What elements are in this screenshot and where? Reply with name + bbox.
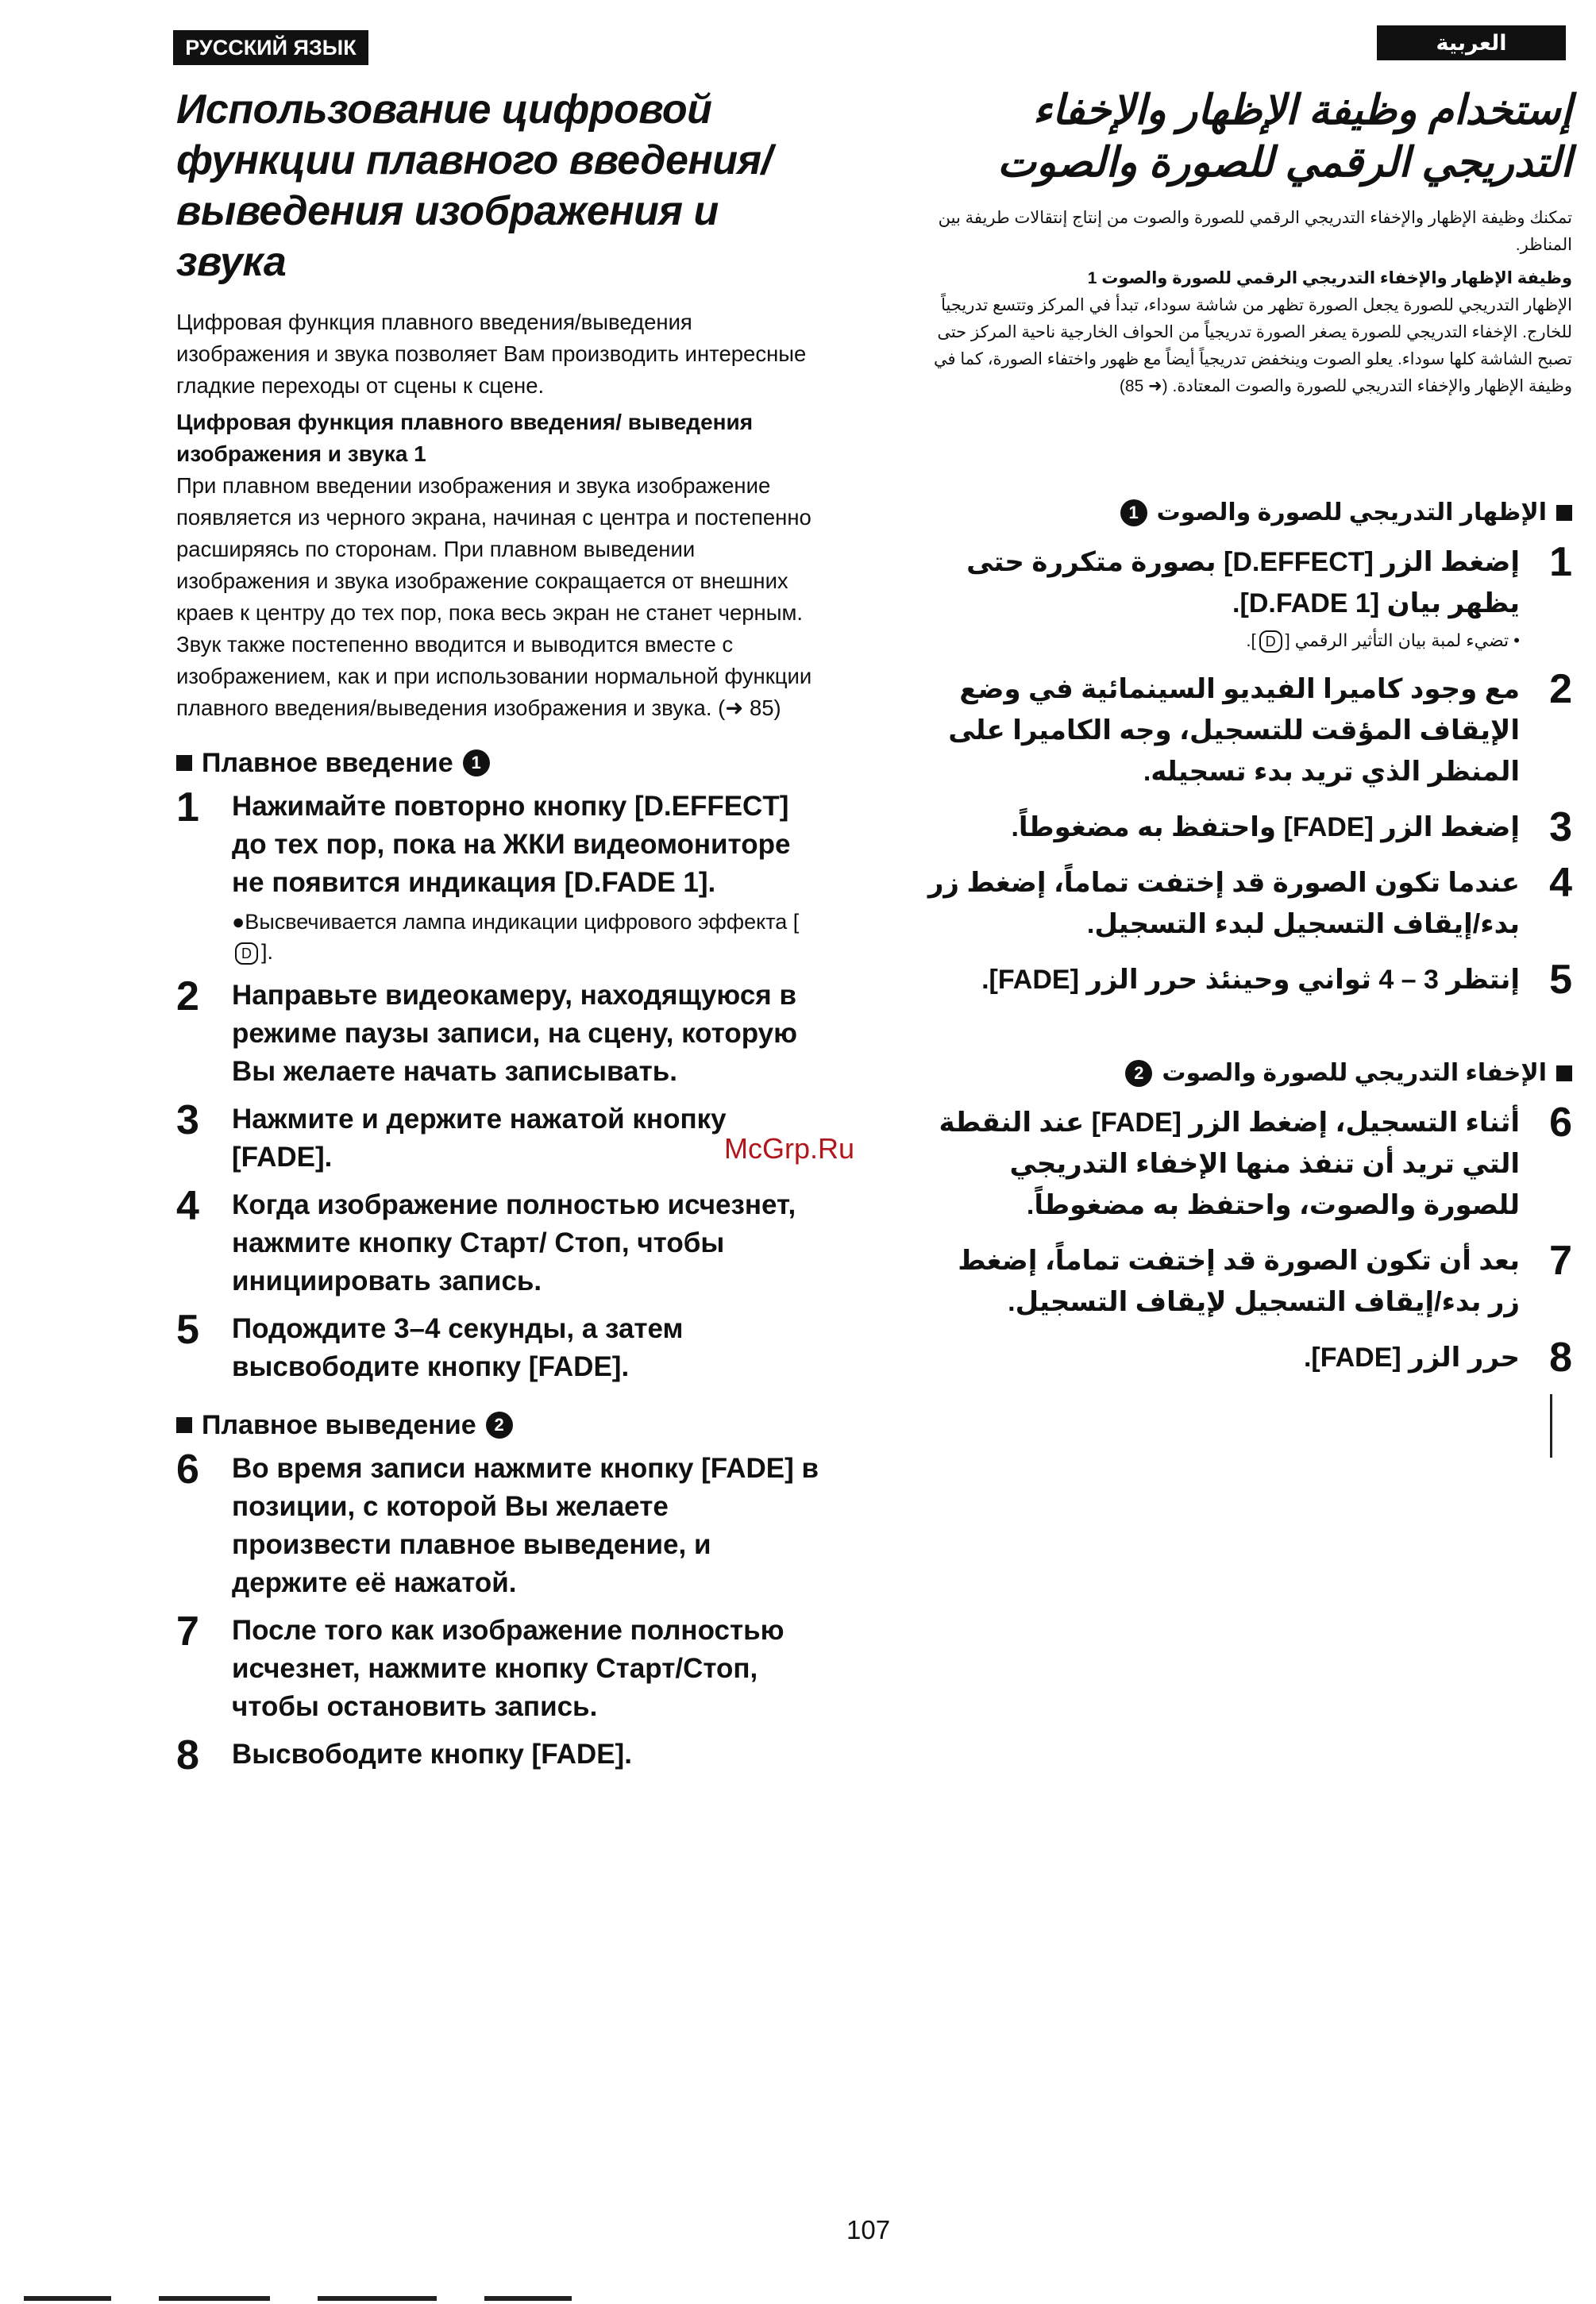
note-text-start: • تضيء لمبة بيان التأثير الرقمي [ [1285,630,1520,650]
step-text: Нажимайте повторно кнопку [D.EFFECT] до тех пор, пока на ЖКИ видеомониторе не появится индикация [D.FADE 1]. [232,791,791,898]
ru-step-1-note [232,907,827,967]
note-text-end: ]. [261,940,274,964]
circled-number-icon: 1 [463,749,490,776]
ar-description: الإظهار التدريجي للصورة يجعل الصورة تظهر من شاشة سوداء، تبدأ في المركز وتتسع تدريجياً للخارج. الإخفاء التدريجي للصورة يصغر الصورة تدريجياً من الحواف الخارجية ناحية المركز حتى تصبح الشاشة كلها سوداء. يعلو الصوت وينخفض تدريجياً أيضاً مع ظهور واختفاء الصورة، كما في وظيفة الإظهار والإخفاء التدريجي للصورة والصوت المعتادة. (➜ 85) [933,296,1572,395]
ru-section-fade-in [176,745,827,781]
ru-section-fade-out-title: Плавное выведение [202,1410,476,1440]
language-tab-russian: РУССКИЙ ЯЗЫК [173,30,368,65]
digital-effect-icon: D [1259,630,1282,653]
step-text: مع وجود كاميرا الفيديو السينمائية في وضع الإيقاف المؤقت للتسجيل، وجه الكاميرا على المنظر الذي تريد بدء تسجيله. [948,674,1520,787]
step-text: إنتظر 3 – 4 ثواني وحينئذ حرر الزر [FADE]. [981,965,1520,995]
step-text: عندما تكون الصورة قد إختفت تماماً، إضغط زر بدء/إيقاف التسجيل لبدء التسجيل. [927,868,1520,939]
scan-edge-mark [484,2296,572,2301]
step-number: 2 [1549,666,1572,712]
square-bullet-icon [1556,505,1572,521]
step-text: إضغط الزر [D.EFFECT] بصورة متكررة حتى يظهر بيان [D.FADE 1]. [966,547,1520,618]
note-text-start: ●Высвечивается лампа индикации цифрового эффекта [ [232,910,800,934]
note-text-end: ]. [1246,630,1256,650]
ar-page-title: إستخدام وظيفة الإظهار والإخفاء التدريجي الرقمي للصورة والصوت [997,87,1572,186]
step-text: حرر الزر [FADE]. [1303,1343,1520,1373]
ru-page-title: Использование цифровой функции плавного введения/выведения изображения и звука [176,87,773,285]
scan-edge-mark [318,2296,437,2301]
step-number: 3 [1549,804,1572,850]
square-bullet-icon [176,1417,192,1433]
step-text: Направьте видеокамеру, находящуюся в режиме паузы записи, на сцену, которую Вы желаете начать записывать. [232,980,797,1087]
ar-section-fade-in-title: الإظهار التدريجي للصورة والصوت [1156,499,1547,526]
russian-column [176,84,827,1785]
ar-step-3 [921,804,1572,850]
scan-edge-mark [1550,1394,1552,1458]
ar-section-fade-out-title: الإخفاء التدريجي للصورة والصوت [1162,1060,1547,1086]
ru-description: При плавном введении изображения и звука изображение появляется из черного экрана, начиная с центра и постепенно расширяясь по сторонам. При плавном выведении изображения и звука изображение сокращается от внешних краев к центру до тех пор, пока весь экран не станет черным. Звук также постепенно вводится и выводится вместе с изображением, как и при использовании нормальной функции плавного введения/выведения изображения и звука. (➜ 85) [176,473,812,720]
step-text: أثناء التسجيل، إضغط الزر [FADE] عند النقطة التي تريد أن تنفذ منها الإخفاء التدريجي للصورة والصوت، واحتفظ به مضغوطاً. [939,1108,1520,1220]
step-number: 1 [176,784,199,830]
step-text: إضغط الزر [FADE] واحتفظ به مضغوطاً. [1011,812,1520,842]
step-number: 6 [1549,1100,1572,1146]
ar-step-4 [921,862,1572,945]
step-number: 7 [1549,1238,1572,1284]
ar-intro: تمكنك وظيفة الإظهار والإخفاء التدريجي الرقمي للصورة والصوت من إنتاج إنتقالات طريفة بين المناظر. [938,209,1572,254]
ru-step-4 [176,1183,827,1300]
step-number: 6 [176,1447,199,1493]
ru-step-5 [176,1307,827,1386]
step-text: Подождите 3–4 секунды, а затем высвободите кнопку [FADE]. [232,1313,684,1382]
language-tab-arabic: العربية [1377,25,1566,60]
ru-section-fade-in-title: Плавное введение [202,748,453,778]
ru-step-1 [176,784,827,967]
step-number: 8 [176,1732,199,1778]
ar-section-fade-out [921,1056,1572,1091]
ru-step-2 [176,973,827,1091]
page-number: 107 [846,2215,891,2244]
watermark: McGrp.Ru [724,1132,855,1165]
step-text: Во время записи нажмите кнопку [FADE] в позиции, с которой Вы желаете произвести плавное выведение, и держите её нажатой. [232,1453,819,1598]
ar-section-fade-in [921,495,1572,530]
step-text: Когда изображение полностью исчезнет, нажмите кнопку Старт/ Стоп, чтобы инициировать запись. [232,1189,796,1296]
ar-step-7 [921,1240,1572,1323]
ru-step-6 [176,1447,827,1602]
step-number: 4 [176,1183,199,1229]
ar-step-1-note [921,627,1520,654]
ar-step-6 [921,1102,1572,1226]
ru-intro: Цифровая функция плавного введения/выведения изображения и звука позволяет Вам производить интересные гладкие переходы от сцены к сцене. [176,310,807,398]
ar-subheading: وظيفة الإظهار والإخفاء التدريجي الرقمي للصورة والصوت 1 [1087,269,1572,287]
arabic-column [921,84,1572,1393]
ru-step-7 [176,1609,827,1726]
circled-number-icon: 1 [1120,499,1147,526]
step-number: 4 [1549,860,1572,906]
circled-number-icon: 2 [486,1412,513,1439]
square-bullet-icon [176,755,192,771]
step-number: 3 [176,1097,199,1143]
step-text: Высвободите кнопку [FADE]. [232,1739,632,1770]
circled-number-icon: 2 [1125,1060,1152,1087]
scan-edge-mark [24,2296,111,2301]
step-number: 1 [1549,539,1572,585]
step-number: 8 [1549,1335,1572,1381]
step-number: 2 [176,973,199,1019]
ru-section-fade-out [176,1407,827,1443]
ar-step-8 [921,1335,1572,1381]
square-bullet-icon [1556,1065,1572,1081]
step-number: 7 [176,1609,199,1655]
ru-step-8 [176,1732,827,1778]
step-number: 5 [1549,957,1572,1003]
ar-step-5 [921,957,1572,1003]
step-text: Нажмите и держите нажатой кнопку [FADE]. [232,1104,727,1173]
ar-step-2 [921,668,1572,792]
digital-effect-icon: D [235,942,258,965]
ru-subheading: Цифровая функция плавного введения/ выведения изображения и звука 1 [176,410,754,466]
ar-step-1 [921,541,1572,654]
scan-edge-mark [159,2296,270,2301]
step-text: После того как изображение полностью исчезнет, нажмите кнопку Старт/Стоп, чтобы остановить запись. [232,1615,785,1722]
step-text: بعد أن تكون الصورة قد إختفت تماماً، إضغط زر بدء/إيقاف التسجيل لإيقاف التسجيل. [958,1246,1520,1317]
step-number: 5 [176,1307,199,1353]
